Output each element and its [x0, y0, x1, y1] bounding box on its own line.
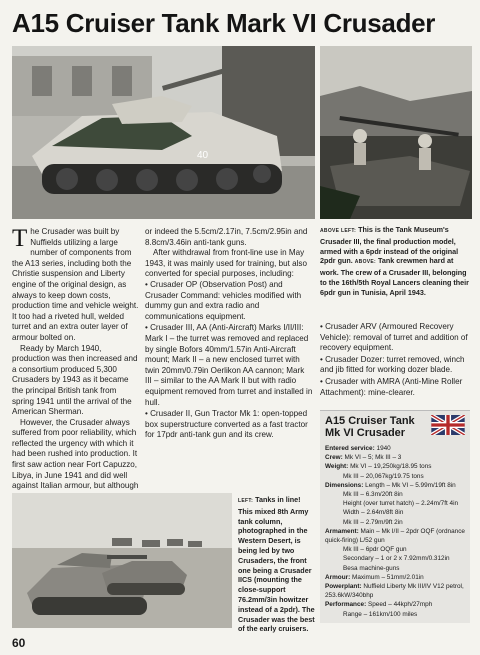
spec-value: Mk VI – 19,250kg/18.95 tons — [348, 463, 432, 471]
photo-museum-crusader — [12, 46, 315, 219]
caption-label: ABOVE: — [354, 259, 376, 266]
caption-text: Tank crewmen hard at work. The crew of a Crusader III, belonging to the 16th/5th Royal Lancers cleaning their 6pdr gun in Tunisia, April 1943. — [320, 256, 469, 297]
spec-row — [325, 573, 465, 582]
spec-title-line: A15 Cruiser Tank — [325, 415, 415, 427]
spec-key: Crew: — [325, 454, 343, 462]
spec-row — [325, 499, 465, 508]
spec-box — [320, 410, 470, 623]
caption-text: This is the Tank Museum's Crusader III, the final production model, armed with a 6pdr instead of the original 2pdr gun. — [320, 225, 459, 266]
bullet-item: • Crusader III, AA (Anti-Aircraft) Marks I/II/III: Mark I – the turret was removed and replaced by single Bofors 40mm/1.57in Anti-Aircraft mount; Mark II – a new enclosed turret with twin 20mm/0.79in Oerlikon AA cannon; Mark III – similar to the AA Mark II but with radio equipment removed from turret and installed in hull. — [145, 323, 313, 407]
spec-value: Height (over turret hatch) – 2.24m/7ft 4in — [343, 500, 459, 508]
spec-value: Width – 2.64m/8ft 8in — [343, 509, 404, 517]
spec-row — [325, 610, 465, 619]
body-paragraph: or indeed the 5.5cm/2.17in, 7.5cm/2.95in and 8.8cm/3.46in anti-tank guns. — [145, 227, 308, 247]
spec-value: Mk III – 20,067kg/19.75 tons — [343, 472, 424, 480]
body-paragraph: After withdrawal from front-line use in May 1943, it was mainly used for training, but also converted for special purposes, including: — [145, 248, 307, 279]
spec-title — [325, 415, 415, 439]
spec-row — [325, 453, 465, 462]
spec-title-line: Mk VI Crusader — [325, 427, 406, 439]
spec-value: Mk III – 2.79m/9ft 2in — [343, 518, 403, 526]
bullet-item: • Crusader with AMRA (Anti-Mine Roller Attachment): mine-clearer. — [320, 376, 463, 397]
body-paragraph: Ready by March 1940, production was then increased and a consortium produced 5,300 Crusaders by 1943 as it became the principal British tank from spring 1941 until the arrival of the American Sherman. — [12, 343, 138, 417]
spec-row — [325, 582, 465, 600]
spec-value: 1940 — [374, 445, 391, 452]
spec-list — [320, 442, 470, 623]
spec-value: Main – Mk I/II – 2pdr OQF (ordnance quick-firing) L/52 gun — [325, 527, 465, 545]
spec-key: Dimensions: — [325, 481, 364, 489]
spec-key: Weight: — [325, 463, 349, 471]
spec-key: Performance: — [325, 601, 367, 609]
caption-label: ABOVE LEFT: — [320, 228, 357, 234]
bullet-item: • Crusader ARV (Armoured Recovery Vehicle): removal of turret and addition of recovery equipment. — [320, 322, 468, 353]
spec-row — [325, 600, 465, 609]
body-column-2 — [145, 227, 313, 442]
spec-key: Armour: — [325, 573, 351, 581]
body-paragraph: However, the Crusader always suffered from poor reliability, which reflected the urgency with which it had been rushed into production. It first saw action near Fort Capuzzo, Libya, in June 1941 and did well against Italian armour, but although — [12, 417, 139, 491]
spec-row — [325, 490, 465, 499]
photo-desert-tank-column — [12, 493, 232, 628]
spec-value: Mk III – 6pdr OQF gun — [343, 546, 407, 554]
spec-row — [325, 508, 465, 517]
photo-crew-cleaning-gun — [320, 46, 472, 219]
spec-row — [325, 527, 465, 545]
spec-value: Mk III – 6.3m/20ft 8in — [343, 491, 403, 499]
bullet-item: • Crusader Dozer: turret removed, winch and jib fitted for working dozer blade. — [320, 354, 465, 375]
spec-value: Secondary – 1 or 2 x 7.92mm/0.312in Besa machine-guns — [343, 555, 450, 572]
spec-value: Range – 161km/100 miles — [343, 610, 418, 618]
spec-key: Armament: — [325, 527, 359, 535]
svg-text:40: 40 — [197, 150, 209, 161]
union-jack-icon — [431, 415, 465, 440]
body-column-1 — [12, 227, 140, 513]
spec-row — [325, 554, 465, 572]
spec-row — [325, 444, 465, 453]
spec-key: Powerplant: — [325, 583, 362, 591]
spec-row — [325, 481, 465, 490]
spec-key: Entered service: — [325, 445, 375, 452]
spec-header — [320, 411, 470, 442]
drop-cap: T — [12, 225, 28, 252]
page-number: 60 — [12, 636, 26, 650]
body-column-3 — [320, 322, 472, 399]
spec-value: Maximum – 51mm/2.01in — [350, 573, 424, 581]
caption-text: Tanks in line! This mixed 8th Army tank column, photographed in the Western Desert, is being led by two Crusaders, the front one being a Crusader IICS (mounting the close-support 76.2mm/3in howitzer instead of a 2pdr). The Crusader was the best of the early cruisers. — [238, 495, 315, 634]
caption-label: LEFT: — [238, 498, 254, 504]
body-paragraph: he Crusader was built by Nuffields utilizing a large number of components from the A13 series, including both the Christie suspension and Liberty engine of the original design, as always to keep down costs, production time and vehicle weight. It too had a riveted hull, welded turret and an extra outer layer of armour bolted on. — [12, 227, 139, 342]
bullet-item: • Crusader II, Gun Tractor Mk 1: open-topped box superstructure converted as a fast tractor for 17pdr anti-tank gun and its crew. — [145, 409, 308, 440]
spec-row — [325, 462, 465, 471]
spec-row — [325, 472, 465, 481]
caption-top-right — [320, 225, 472, 298]
spec-value: Nuffield Liberty Mk III/IV V12 petrol, 253.6kW/340bhp — [325, 583, 464, 600]
page-title: A15 Cruiser Tank Mark VI Crusader — [12, 8, 436, 38]
spec-value: Length – Mk VI – 5.99m/19ft 8in — [363, 481, 456, 489]
spec-value: Speed – 44kph/27mph — [366, 601, 433, 609]
spec-value: Mk VI – 5; Mk III – 3 — [342, 454, 402, 462]
bullet-item: • Crusader OP (Observation Post) and Crusader Command: vehicles modified with dummy gun and extra radio and communications equipment. — [145, 279, 302, 321]
spec-row — [325, 518, 465, 527]
spec-row — [325, 545, 465, 554]
caption-bottom-left — [238, 495, 316, 634]
